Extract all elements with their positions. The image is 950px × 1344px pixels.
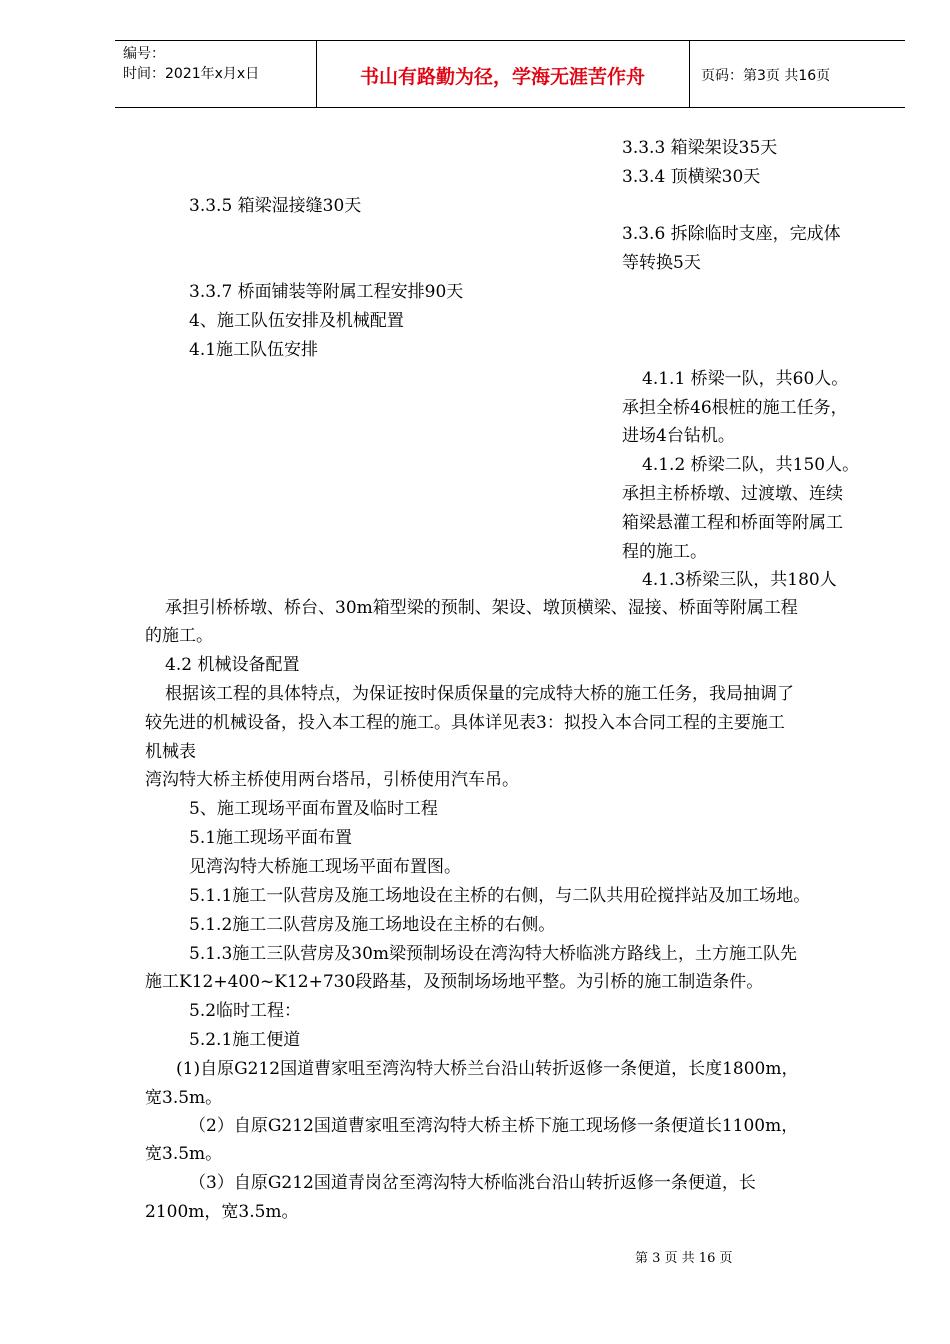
text-line: 根据该工程的具体特点，为保证按时保质保量的完成特大桥的施工任务，我局抽调了: [165, 684, 794, 704]
text-line: 较先进的机械设备，投入本工程的施工。具体详见表3：拟投入本合同工程的主要施工: [145, 713, 785, 733]
text-line: 3.3.5 箱梁湿接缝30天: [189, 196, 362, 216]
text-line: 的施工。: [145, 626, 213, 646]
text-line: 3.3.3 箱梁架设35天: [622, 138, 778, 158]
text-line: 湾沟特大桥主桥使用两台塔吊，引桥使用汽车吊。: [145, 770, 519, 790]
section-heading: 5.2.1施工便道: [189, 1030, 301, 1050]
text-line: 3.3.6 拆除临时支座，完成体: [622, 224, 841, 244]
section-heading: 4.2 机械设备配置: [165, 655, 300, 675]
text-line: 3.3.7 桥面铺装等附属工程安排90天: [189, 282, 464, 302]
page-footer: 第 3 页 共 16 页: [635, 1251, 733, 1266]
section-heading: 5.2临时工程：: [189, 1001, 302, 1021]
text-line: （2）自原G212国道曹家咀至湾沟特大桥主桥下施工现场修一条便道长1100m，: [189, 1116, 799, 1136]
text-line: 4.1.1 桥梁一队，共60人。: [642, 369, 849, 389]
header-page-number: 页码：第3页 共16页: [701, 68, 831, 84]
document-time-label: 时间：2021年x月x日: [123, 66, 260, 82]
text-line: 2100m，宽3.5m。: [145, 1202, 299, 1222]
section-heading: 4.1施工队伍安排: [189, 340, 319, 360]
section-heading: 4、施工队伍安排及机械配置: [189, 311, 404, 331]
text-line: 宽3.5m。: [145, 1088, 223, 1108]
page-header: [115, 40, 905, 108]
text-line: 3.3.4 顶横梁30天: [622, 167, 761, 187]
text-line: 箱梁悬灌工程和桥面等附属工: [622, 513, 843, 533]
section-heading: 5、施工现场平面布置及临时工程: [189, 799, 438, 819]
header-slogan: 书山有路勤为径，学海无涯苦作舟: [359, 66, 645, 88]
text-line: 机械表: [145, 742, 196, 762]
text-line: 5.1.2施工二队营房及施工场地设在主桥的右侧。: [189, 915, 556, 935]
text-line: 等转换5天: [622, 253, 701, 273]
header-divider: [689, 41, 690, 107]
text-line: （3）自原G212国道青岗岔至湾沟特大桥临洮台沿山转折返修一条便道，长: [189, 1173, 756, 1193]
section-heading: 5.1施工现场平面布置: [189, 828, 353, 848]
text-line: 程的施工。: [622, 542, 707, 562]
text-line: 承担全桥46根桩的施工任务，: [622, 398, 848, 418]
text-line: (1)自原G212国道曹家咀至湾沟特大桥兰台沿山转折返修一条便道，长度1800m，: [176, 1059, 799, 1079]
text-line: 承担引桥桥墩、桥台、30m箱型梁的预制、架设、墩顶横梁、湿接、桥面等附属工程: [165, 598, 798, 618]
text-line: 进场4台钻机。: [622, 426, 735, 446]
text-line: 见湾沟特大桥施工现场平面布置图。: [189, 857, 461, 877]
text-line: 4.1.3桥梁三队，共180人: [642, 570, 837, 590]
text-line: 5.1.3施工三队营房及30m梁预制场设在湾沟特大桥临洮方路线上，土方施工队先: [189, 944, 798, 964]
text-line: 施工K12+400~K12+730段路基，及预制场场地平整。为引桥的施工制造条件。: [145, 972, 764, 992]
document-number-label: 编号：: [123, 46, 165, 62]
text-line: 4.1.2 桥梁二队，共150人。: [642, 455, 860, 475]
text-line: 宽3.5m。: [145, 1144, 223, 1164]
text-line: 5.1.1施工一队营房及施工场地设在主桥的右侧，与二队共用砼搅拌站及加工场地。: [189, 886, 811, 906]
text-line: 承担主桥桥墩、过渡墩、连续: [622, 484, 843, 504]
header-meta: [123, 44, 259, 84]
